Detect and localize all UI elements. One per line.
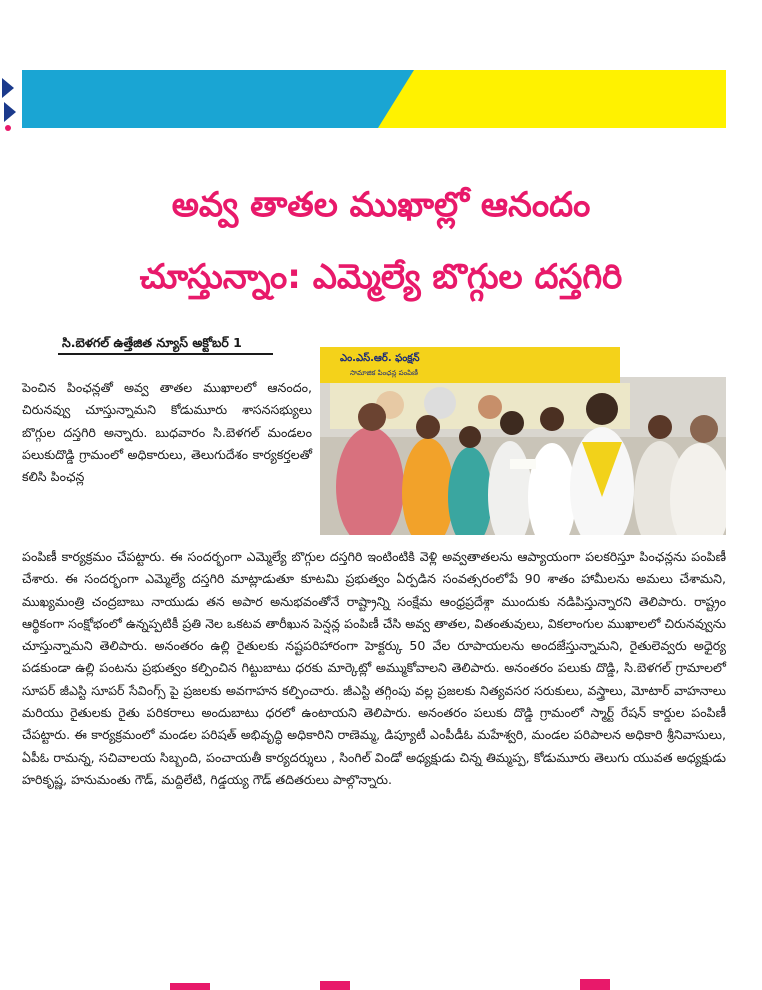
article-paragraph-body: పంపిణీ కార్యక్రమం చేపట్టారు. ఈ సందర్భంగా ఎమ్మెల్యే బొగ్గుల దస్తగిరి ఇంటింటికి వెళ్లి అవ్వతాతలను ఆప్యాయంగా పలకరిస్తూ పింఛన్లను పంపిణీ చేశారు. ఈ సందర్భంగా ఎమ్మెల్యే దస్తగిరి మాట్లాడుతూ కూటమి ప్రభుత్వం ఏర్పడిన సంవత్సరంలోపే 90 శాతం హామీలను అమలు చేశామని, ముఖ్యమంత్రి చంద్రబాబు నాయుడు తన అపార అనుభవంతోనే రాష్ట్రాన్ని సంక్షేమ ఆంధ్రప్రదేశ్గా ముందుకు నడిపిస్తున్నారని తెలిపారు. రాష్ట్రం ఆర్థికంగా సంక్షోభంలో ఉన్నప్పటికీ ప్రతి నెల ఒకటవ తారీఖున పెన్షన్ల పంపిణీ చేసి అవ్వ తాతల, వితంతువులు, వికలాంగుల ముఖాలలో చిరునవ్వును చూస్తున్నామని తెలిపారు. అనంతరం ఉల్లి రైతులకు నష్టపరిహారంగా హెక్టర్కు 50 వేల రూపాయలను అందజేస్తున్నామని, రైతులెవ్వరు అధైర్య పడకుండా ఉల్లి పంటను ప్రభుత్వం కల్పించిన గిట్టుబాటు ధరకు మార్కెట్లో అమ్ముకోవాలని తెలిపారు. అనంతరం పలుకు దొడ్డి, సి.బెళగల్ గ్రామాలలో సూపర్ జీఎస్టి సూపర్ సేవింగ్స్ పై ప్రజలకు అవగాహన కల్పించారు. జీఎస్టి తగ్గింపు వల్ల ప్రజలకు నిత్యవసర సరుకులు, వస్త్రాలు, మోటార్ వాహనాలు మరియు రైతులకు రైతు పరికరాలు అందుబాటు ధరలో ఉంటాయని తెలిపారు. అనంతరం పలుకు దొడ్డి గ్రామంలో స్మార్ట్ రేషన్ కార్డుల పంపిణీ చేపట్టారు. ఈ కార్యక్రమంలో మండల పరిషత్ అభివృద్ధి అధికారిని రాణెమ్మ, డిప్యూటీ ఎంపీడీఓ మహేశ్వరి, మండల పరిపాలన అధికారి శ్రీనివాసులు, ఏపీఓ రామన్న, సచివాలయ సిబ్బంది, పంచాయతీ కార్యదర్శులు , సింగిల్ విండో అధ్యక్షుడు చిన్న తిమ్మప్ప, కోడుమూరు తెలుగు యువత అధ్యక్షుడు హరికృష్ణ, హనుమంతు గౌడ్, మద్దిలేటి, గిడ్డయ్య గౌడ్ తదితరులు పాల్గొన్నారు. (22, 549, 726, 787)
photo-banner-text: ఎం.ఎస్.ఆర్. ఫంక్షన్ (340, 353, 420, 364)
photo-banner-subtext: సామాజిక పింఛన్ల పంపిణీ (350, 369, 418, 377)
headline-line-2: చూస్తున్నాం: ఎమ్మెల్యే బొగ్గుల దస్తగిరి (139, 257, 623, 297)
newspaper-logo (0, 72, 18, 134)
event-photo (320, 347, 726, 535)
next-headline-fragment (150, 975, 620, 990)
byline: సి.బెళగల్ ఉత్తేజిత న్యూస్ అక్టోబర్ 1 (62, 335, 242, 350)
byline-underline (58, 353, 273, 355)
article-paragraph-intro: పెంచిన పింఛన్లతో అవ్వ తాతల ముఖాలలో ఆనందం, చిరునవ్వు చూస్తున్నామని కోడుమూరు శాసనసభ్యులు బొగ్గుల దస్తగిరి అన్నారు. బుధవారం సి.బెళగల్ మండలం పలుకుదొడ్డి గ్రామంలో అధికారులు, తెలుగుదేశం కార్యకర్తలతో కలిసి పింఛన్ల (22, 380, 312, 485)
headline-line-1: అవ్వ తాతల ముఖాల్లో ఆనందం (171, 185, 591, 225)
header-banner (22, 70, 726, 128)
